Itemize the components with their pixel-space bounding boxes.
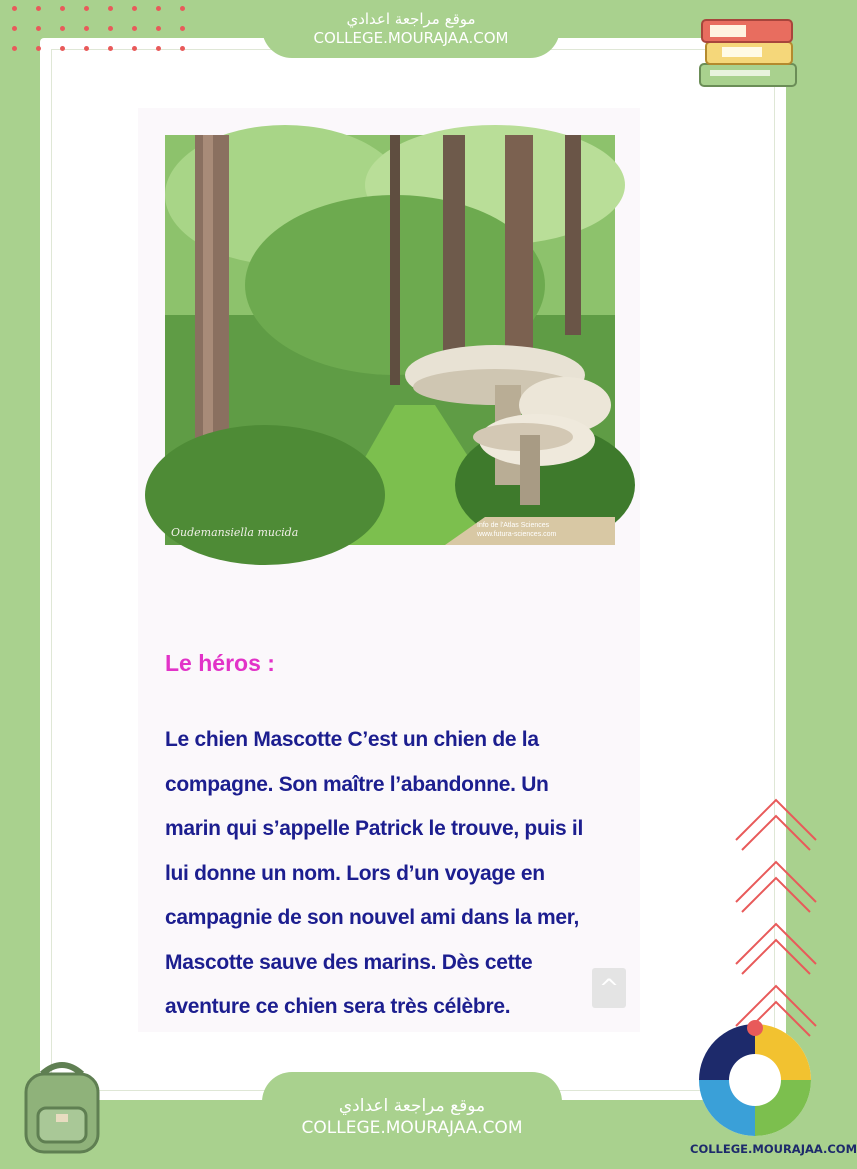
photo-credit <box>477 521 587 539</box>
photo-credit-line2: www.futura-sciences.com <box>477 531 557 538</box>
logo-text: COLLEGE.MOURAJAA.COM <box>690 1142 857 1156</box>
top-site-arabic-name: موقع مراجعة اعدادي <box>346 10 476 28</box>
books-icon <box>692 10 804 100</box>
paragraph-line: aventure ce chien sera très célèbre. <box>165 995 511 1018</box>
article-paragraph <box>165 718 615 1030</box>
forest-mushroom-photo <box>165 135 615 545</box>
scroll-to-top-button[interactable] <box>592 968 626 1008</box>
top-site-domain[interactable]: COLLEGE.MOURAJAA.COM <box>313 29 509 47</box>
paragraph-line: lui donne un nom. Lors d’un voyage en <box>165 861 545 885</box>
bottom-site-banner <box>262 1072 562 1152</box>
paragraph-line: marin qui s’appelle Patrick le trouve, puis il <box>165 817 584 840</box>
backpack-icon <box>12 1056 112 1156</box>
paragraph-line: Le chien Mascotte C’est un chien de la <box>165 728 539 751</box>
education-wheel-icon <box>690 1018 820 1138</box>
chevron-up-icon: ^ <box>598 974 620 1002</box>
bottom-site-domain[interactable]: COLLEGE.MOURAJAA.COM <box>301 1118 523 1138</box>
forest-scene-illustration <box>165 135 615 545</box>
photo-credit-line1: Info de l'Atlas Sciences <box>477 522 550 529</box>
paragraph-line: campagnie de son nouvel ami dans la mer, <box>165 906 579 929</box>
bottom-site-arabic-name: موقع مراجعة اعدادي <box>338 1096 486 1116</box>
top-site-banner <box>262 0 560 58</box>
site-logo[interactable] <box>690 1018 857 1168</box>
section-heading: Le héros : <box>165 650 275 676</box>
paragraph-line: Mascotte sauve des marins. Dès cette <box>165 950 533 974</box>
paragraph-line: compagne. Son maître l’abandonne. Un <box>165 772 549 796</box>
photo-caption: Oudemansiella mucida <box>171 526 299 539</box>
